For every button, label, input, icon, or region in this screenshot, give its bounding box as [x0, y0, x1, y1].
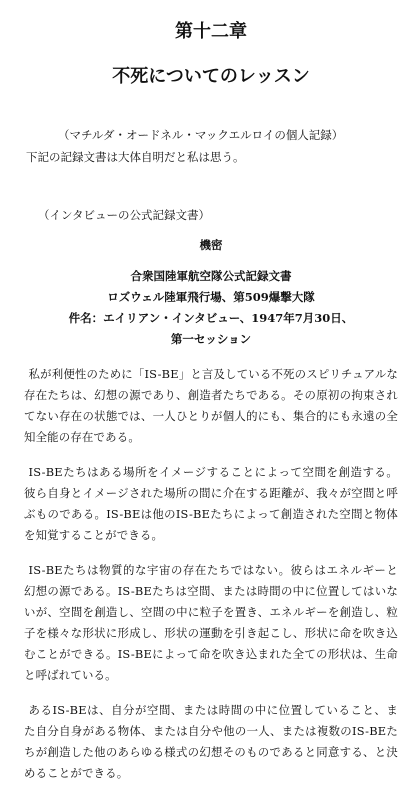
classified-label: 機密: [199, 238, 223, 252]
chapter-heading: 第十二章: [175, 21, 247, 42]
paragraph-4: あるIS-BEは、自分が空間、または時間の中に位置していること、また自分自身がある物体、または自分や他の一人、または複数のIS-BEたちが創造した他のあらゆる様式の幻想そのものであると同意する、と決めることができる。: [24, 703, 398, 780]
header-line-4: 第一セッション: [170, 332, 252, 346]
record-note: （マチルダ・オードネル・マックエルロイの個人記録）: [58, 128, 344, 142]
chapter-title: 不死についてのレッスン: [112, 66, 310, 87]
document-header: [24, 256, 398, 350]
intro-text: 下記の記録文書は大体自明だと私は思う。: [26, 150, 245, 164]
paragraph-2: IS-BEたちはある場所をイメージすることによって空間を創造する。彼ら自身とイメージされた場所の間に介在する距離が、我々が空間と呼ぶものである。IS-BEは他のIS-BEたちによって創造された空間と物体を知覚することができる。: [24, 465, 398, 542]
paragraph-1: 私が利便性のために「IS-BE」と言及している不死のスピリチュアルな存在たちは、幻想の源であり、創造者たちである。その原初の拘束されてない存在の状態では、一人ひとりが個人的にも、集合的にも永遠の全知全能の存在である。: [24, 367, 398, 444]
paragraph-3: IS-BEたちは物質的な宇宙の存在たちではない。彼らはエネルギーと幻想の源である。IS-BEたちは空間、または時間の中に位置してはいないが、空間を創造し、空間の中に粒子を置き、エネルギーを創造し、粒子を様々な形状に形成し、形状の運動を引き起こし、形状に命を吹き込むことができる。IS-BEによって命を吹き込まれた全ての形状は、生命と呼ばれている。: [24, 563, 398, 682]
header-line-3: 件名：エイリアン・インタビュー、1947年7月30日、: [68, 311, 354, 325]
header-line-2: ロズウェル陸軍飛行場、第509爆撃大隊: [107, 290, 315, 304]
header-line-1: 合衆国陸軍航空隊公式記録文書: [130, 269, 292, 283]
interview-note: （インタビューの公式記録文書）: [38, 208, 211, 222]
